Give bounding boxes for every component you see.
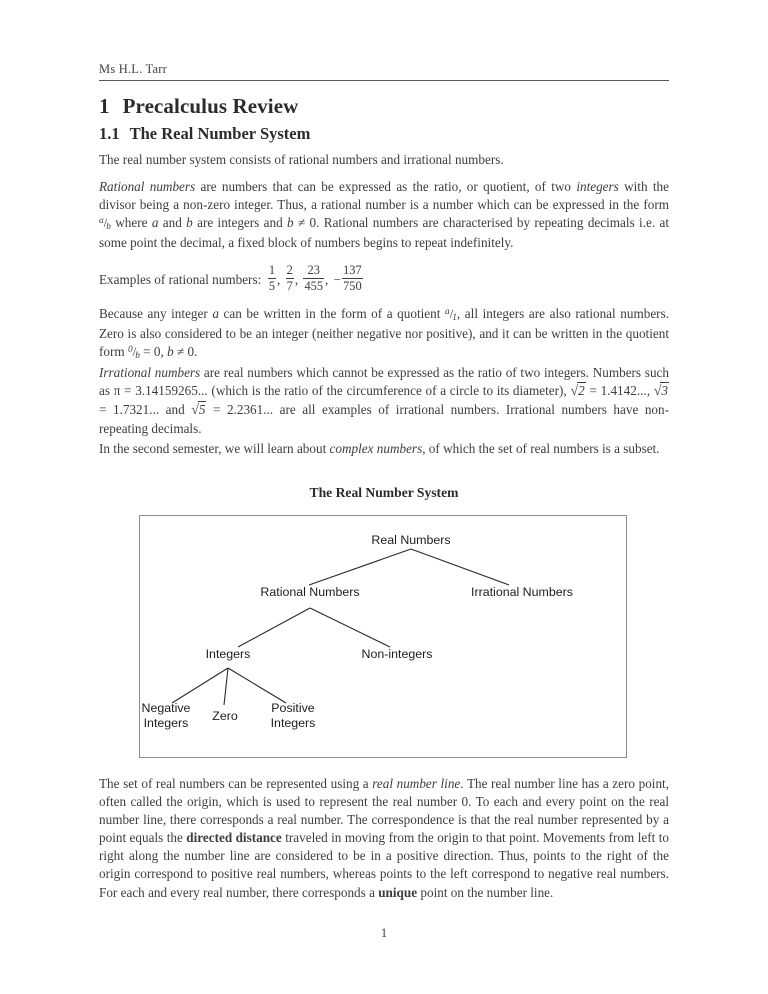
term-irrational-numbers: Irrational numbers [99,365,201,380]
sqrt-2 [570,383,585,398]
intro-text: The real number system consists of rational numbers and irrational numbers. [99,152,504,167]
section-heading [99,124,310,144]
chapter-heading [99,94,298,119]
node-integers: Integers [205,647,251,661]
rational-text-f: ≠ 0. Rational numbers are characterised by repeating decimals i.e. at some point the decimal, a fixed block of numbers begins to repeat indefinitely. [99,215,670,251]
integers-text-e: ≠ 0. [173,344,198,360]
paragraph-irrational-numbers [99,364,669,438]
chapter-title: Precalculus Review [122,94,299,118]
fraction-slash: / [103,215,108,231]
irrational-text-b: = 1.4142..., [585,383,654,399]
example-fraction-3 [303,264,324,294]
rational-text-a: are numbers that can be expressed as the ratio, or quotient, of two [195,179,577,194]
fraction-numerator: 0 [127,345,133,356]
edge-rational-to-non-integers [310,608,390,647]
numberline-text-b: . The real number line has a zero point, often called the origin, which is used to represent the real number 0. To each and every point on the real number line, there corresponds a real number. The correspondence is that the real number represented by a point equals the [99,776,670,846]
running-header [99,62,669,81]
node-real-numbers: Real Numbers [371,533,451,547]
edge-real-to-rational [309,549,411,585]
fraction-a-over-1 [445,307,457,321]
edge-integers-to-negative [172,668,228,703]
section-title: The Real Number System [129,124,311,143]
fraction-slash: / [449,306,454,321]
irrational-text-d: = 2.2361... are all examples of irrational numbers. Irrational numbers have non-repeating decimals. [99,402,669,437]
term-directed-distance: directed distance [186,830,282,846]
paragraph-number-line [99,775,669,902]
node-positive-integers-line1: Positive [271,701,315,715]
complex-text-b: , of which the set of real numbers is a subset. [422,441,660,456]
paragraph-rational-numbers [99,178,669,252]
variable-a: a [212,306,219,321]
fraction-denominator: 7 [286,279,293,294]
fraction-denominator: 455 [304,279,324,294]
example-fraction-2 [286,264,294,294]
node-positive-integers-line2: Integers [270,716,316,730]
term-integers: integers [576,179,619,194]
term-real-number-line: real number line [372,776,461,791]
radicand: 3 [661,383,669,399]
irrational-text-c: = 1.7321... and [99,402,192,418]
separator-3: , [325,271,329,287]
fraction-numerator: a [444,307,450,317]
section-number: 1.1 [99,124,120,143]
rational-text-d: and [158,215,187,231]
separator-1: , [277,271,281,287]
node-irrational-numbers: Irrational Numbers [471,585,573,599]
fraction-numerator: a [99,216,104,227]
radical-sign: √ [570,384,579,400]
fraction-denominator: b [135,351,140,362]
edge-integers-to-positive [228,668,286,703]
fraction-denominator: 5 [268,279,276,294]
integers-text-a: Because any integer [99,306,213,321]
separator-2: , [294,271,299,287]
sqrt-5 [191,402,206,417]
complex-text-a: In the second semester, we will learn about [99,441,330,456]
radical-sign: √ [191,403,199,419]
fraction-zero-over-b [127,344,140,362]
term-rational-numbers: Rational numbers [99,179,196,194]
numberline-text-c: traveled in moving from the origin to that point. Movements from left to right along the number line are considered to be in a positive direction. Thus, points to the right of the origin correspond to positive real numbers, whereas points to the left correspond to negative real numbers. For each and every real number, there corresponds a [99,830,669,900]
header-rule [99,80,669,81]
radicand: 2 [578,383,585,399]
example-fraction-1 [268,264,276,294]
node-negative-integers-line1: Negative [141,701,191,715]
fraction-slash: / [132,344,137,360]
term-unique: unique [378,884,418,900]
variable-b-2: b [287,215,294,231]
chapter-number: 1 [99,94,110,118]
examples-line [99,265,669,295]
negative-sign: − [333,271,342,287]
figure-real-number-system [139,515,627,758]
node-negative-integers-line2: Integers [143,716,189,730]
radical-sign: √ [653,384,662,400]
integers-text-c: , all integers are also rational numbers. Zero is also considered to be an integer (neither negative nor positive), and it can be written in the quotient form [99,306,669,360]
variable-a: a [151,215,159,231]
irrational-text-a: are real numbers which cannot be expressed as the ratio of two integers. Numbers such as π = 3.14159265... (which is the ratio of the circumference of a circle to its diameter), [99,365,669,399]
example-fraction-4 [342,264,363,294]
edge-real-to-irrational [411,549,509,585]
fraction-numerator: 1 [268,263,276,277]
fraction-denominator: 1 [452,313,457,323]
author-name: Ms H.L. Tarr [99,62,167,76]
numberline-text-a: The set of real numbers can be represented using a [99,776,373,791]
radicand: 5 [198,402,206,418]
numberline-text-d: point on the number line. [417,884,554,900]
integers-text-b: can be written in the form of a quotient [218,306,445,321]
paragraph-complex-numbers [99,440,669,458]
examples-label: Examples of rational numbers: [99,271,262,287]
figure-caption: The Real Number System [309,485,459,500]
term-complex-numbers: complex numbers [329,441,423,456]
rational-text-e: are integers and [192,215,288,231]
fraction-denominator: 750 [343,279,362,294]
tree-diagram [140,516,626,757]
node-non-integers: Non-integers [361,647,433,661]
page-number: 1 [380,926,388,940]
rational-text-b: with the divisor being a non-zero integer. Thus, a rational number is a number which can be expressed in the form [99,179,669,213]
paragraph-integers [99,305,669,363]
fraction-numerator: 137 [343,263,362,277]
node-zero: Zero [212,709,238,723]
fraction-numerator: 23 [307,263,320,277]
paragraph-intro [99,151,669,169]
sqrt-3 [654,383,669,398]
fraction-denominator: b [106,222,111,233]
variable-b: b [167,344,174,360]
fraction-numerator: 2 [286,263,293,277]
node-rational-numbers: Rational Numbers [260,585,360,599]
integers-text-d: = 0, [139,344,168,360]
fraction-a-over-b [99,215,111,233]
rational-text-c: where [110,215,152,231]
edge-integers-to-zero [224,668,228,705]
edge-rational-to-integers [238,608,310,647]
variable-b: b [186,215,193,231]
